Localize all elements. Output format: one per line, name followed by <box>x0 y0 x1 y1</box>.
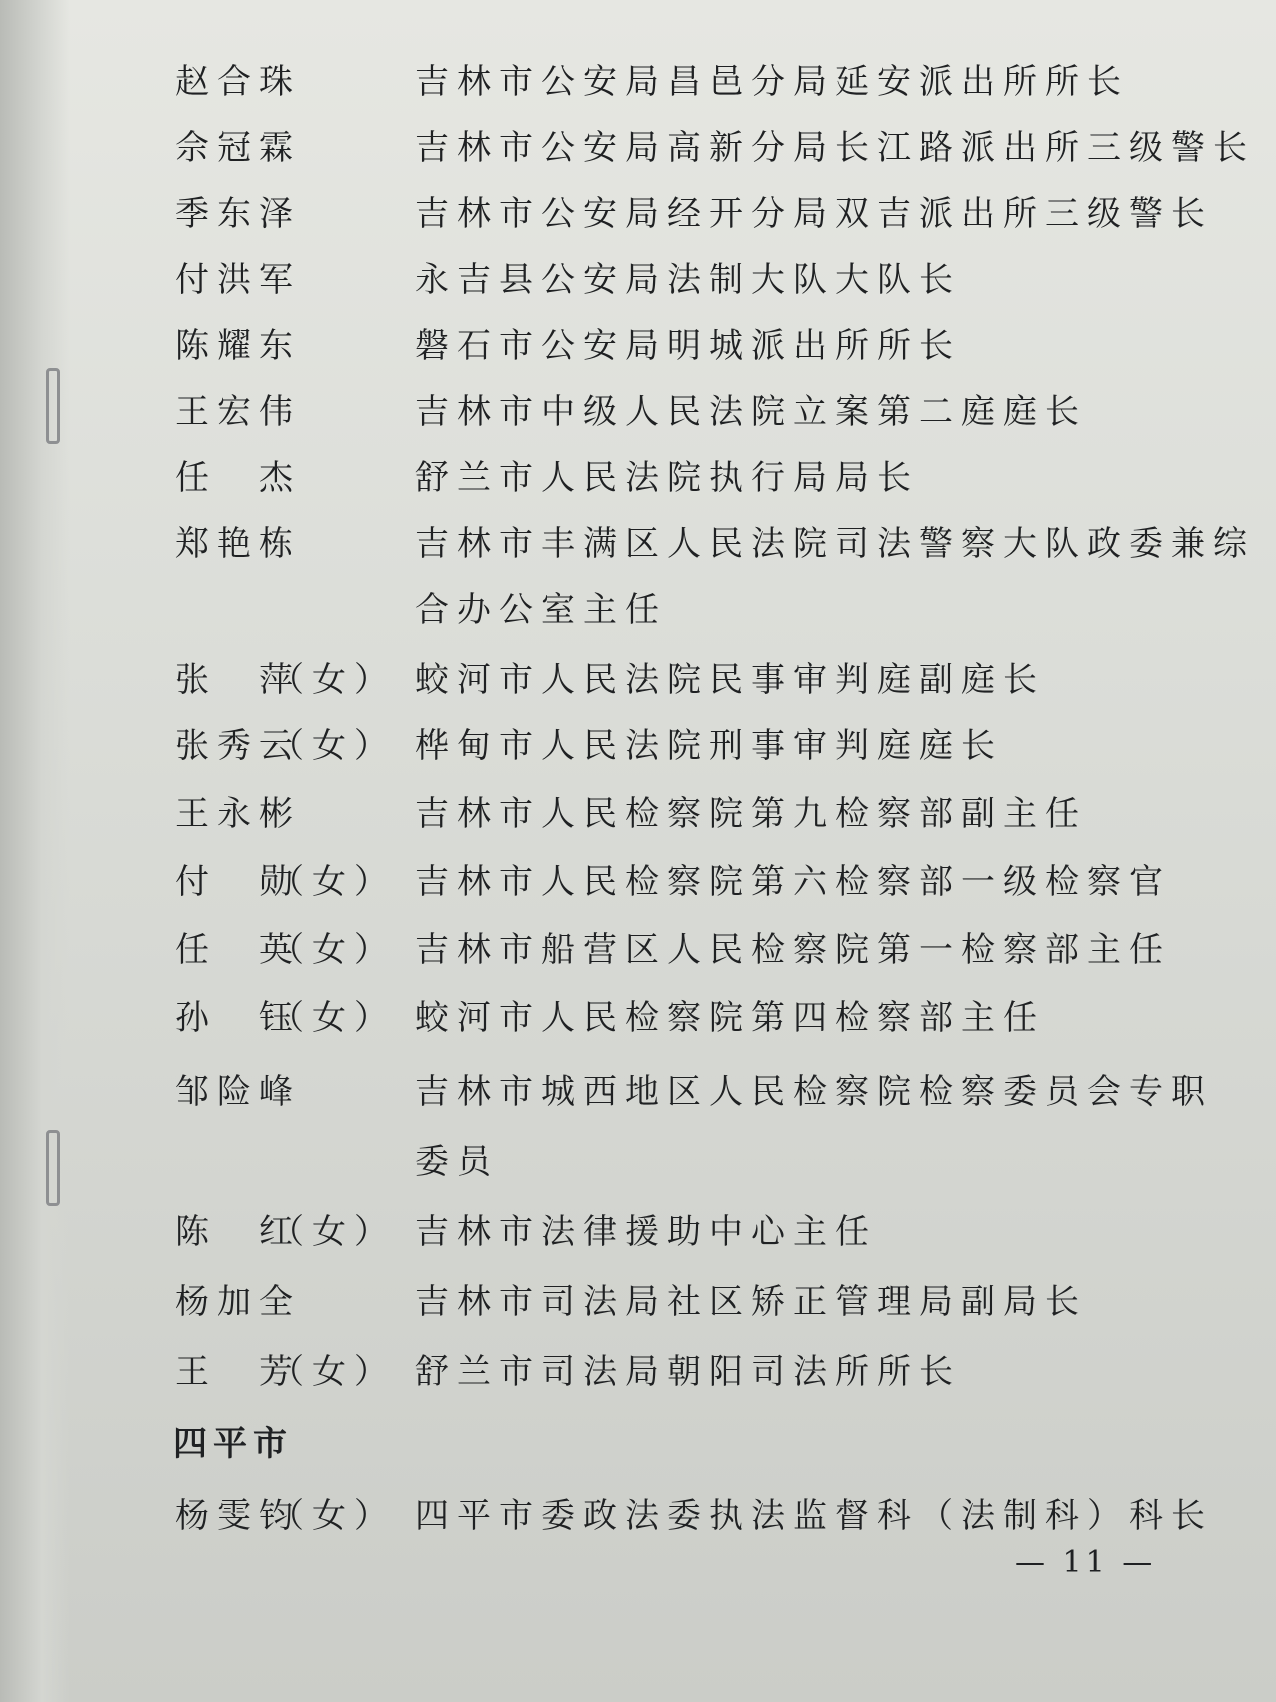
section-heading: 四平市 <box>173 1424 293 1464</box>
list-item <box>0 990 1276 1046</box>
person-name: 陈耀东 <box>175 326 301 366</box>
gender-note: （女） <box>270 726 396 766</box>
list-item <box>0 384 1276 440</box>
person-name: 付 勋 <box>175 862 301 902</box>
list-item <box>0 1274 1276 1330</box>
list-item <box>0 54 1276 110</box>
person-position: 吉林市中级人民法院立案第二庭庭长 <box>415 392 1087 432</box>
person-name: 付洪军 <box>175 260 301 300</box>
person-position: 吉林市城西地区人民检察院检察委员会专职 <box>415 1072 1213 1112</box>
person-name: 张 萍 <box>175 660 301 700</box>
person-position-continued: 委员 <box>415 1142 499 1182</box>
person-position: 吉林市公安局经开分局双吉派出所三级警长 <box>415 194 1213 234</box>
gender-note: （女） <box>270 930 396 970</box>
person-position: 吉林市人民检察院第九检察部副主任 <box>415 794 1087 834</box>
person-name: 邹险峰 <box>175 1072 301 1112</box>
list-item <box>0 120 1276 176</box>
list-item <box>0 854 1276 910</box>
person-position: 永吉县公安局法制大队大队长 <box>415 260 961 300</box>
list-item-continuation <box>0 1134 1276 1190</box>
list-item <box>0 1064 1276 1120</box>
gender-note: （女） <box>270 1352 396 1392</box>
person-position: 吉林市船营区人民检察院第一检察部主任 <box>415 930 1171 970</box>
person-name: 佘冠霖 <box>175 128 301 168</box>
person-name: 孙 钰 <box>175 998 301 1038</box>
person-name: 杨雯钧 <box>175 1496 301 1536</box>
person-name: 郑艳栋 <box>175 524 301 564</box>
person-name: 王 芳 <box>175 1352 301 1392</box>
list-item <box>0 718 1276 774</box>
person-position: 吉林市丰满区人民法院司法警察大队政委兼综 <box>415 524 1255 564</box>
person-position: 舒兰市人民法院执行局局长 <box>415 458 919 498</box>
person-position: 四平市委政法委执法监督科（法制科）科长 <box>415 1496 1213 1536</box>
person-position: 蛟河市人民检察院第四检察部主任 <box>415 998 1045 1038</box>
gender-note: （女） <box>270 1496 396 1536</box>
person-name: 季东泽 <box>175 194 301 234</box>
person-name: 杨加全 <box>175 1282 301 1322</box>
gender-note: （女） <box>270 862 396 902</box>
person-position: 吉林市公安局昌邑分局延安派出所所长 <box>415 62 1129 102</box>
person-name: 任 杰 <box>175 458 301 498</box>
gender-note: （女） <box>270 998 396 1038</box>
person-position: 磐石市公安局明城派出所所长 <box>415 326 961 366</box>
person-name: 任 英 <box>175 930 301 970</box>
person-name: 王宏伟 <box>175 392 301 432</box>
list-item <box>0 922 1276 978</box>
person-position: 舒兰市司法局朝阳司法所所长 <box>415 1352 961 1392</box>
gender-note: （女） <box>270 1212 396 1252</box>
list-item <box>0 186 1276 242</box>
person-position: 吉林市人民检察院第六检察部一级检察官 <box>415 862 1171 902</box>
person-name: 张秀云 <box>175 726 301 766</box>
list-item <box>0 1488 1276 1544</box>
list-item <box>0 1344 1276 1400</box>
person-position: 吉林市司法局社区矫正管理局副局长 <box>415 1282 1087 1322</box>
person-name: 赵合珠 <box>175 62 301 102</box>
person-position: 吉林市法律援助中心主任 <box>415 1212 877 1252</box>
list-item <box>0 1204 1276 1260</box>
person-name: 陈 红 <box>175 1212 301 1252</box>
list-item-continuation <box>0 582 1276 638</box>
list-item <box>0 516 1276 572</box>
list-item <box>0 652 1276 708</box>
gender-note: （女） <box>270 660 396 700</box>
list-item <box>0 318 1276 374</box>
list-item <box>0 786 1276 842</box>
person-position: 桦甸市人民法院刑事审判庭庭长 <box>415 726 1003 766</box>
person-position: 吉林市公安局高新分局长江路派出所三级警长 <box>415 128 1255 168</box>
person-position: 蛟河市人民法院民事审判庭副庭长 <box>415 660 1045 700</box>
page-number: — 11 — <box>1015 1545 1157 1580</box>
person-name: 王永彬 <box>175 794 301 834</box>
list-item <box>0 450 1276 506</box>
list-item <box>0 252 1276 308</box>
person-position-continued: 合办公室主任 <box>415 590 667 630</box>
